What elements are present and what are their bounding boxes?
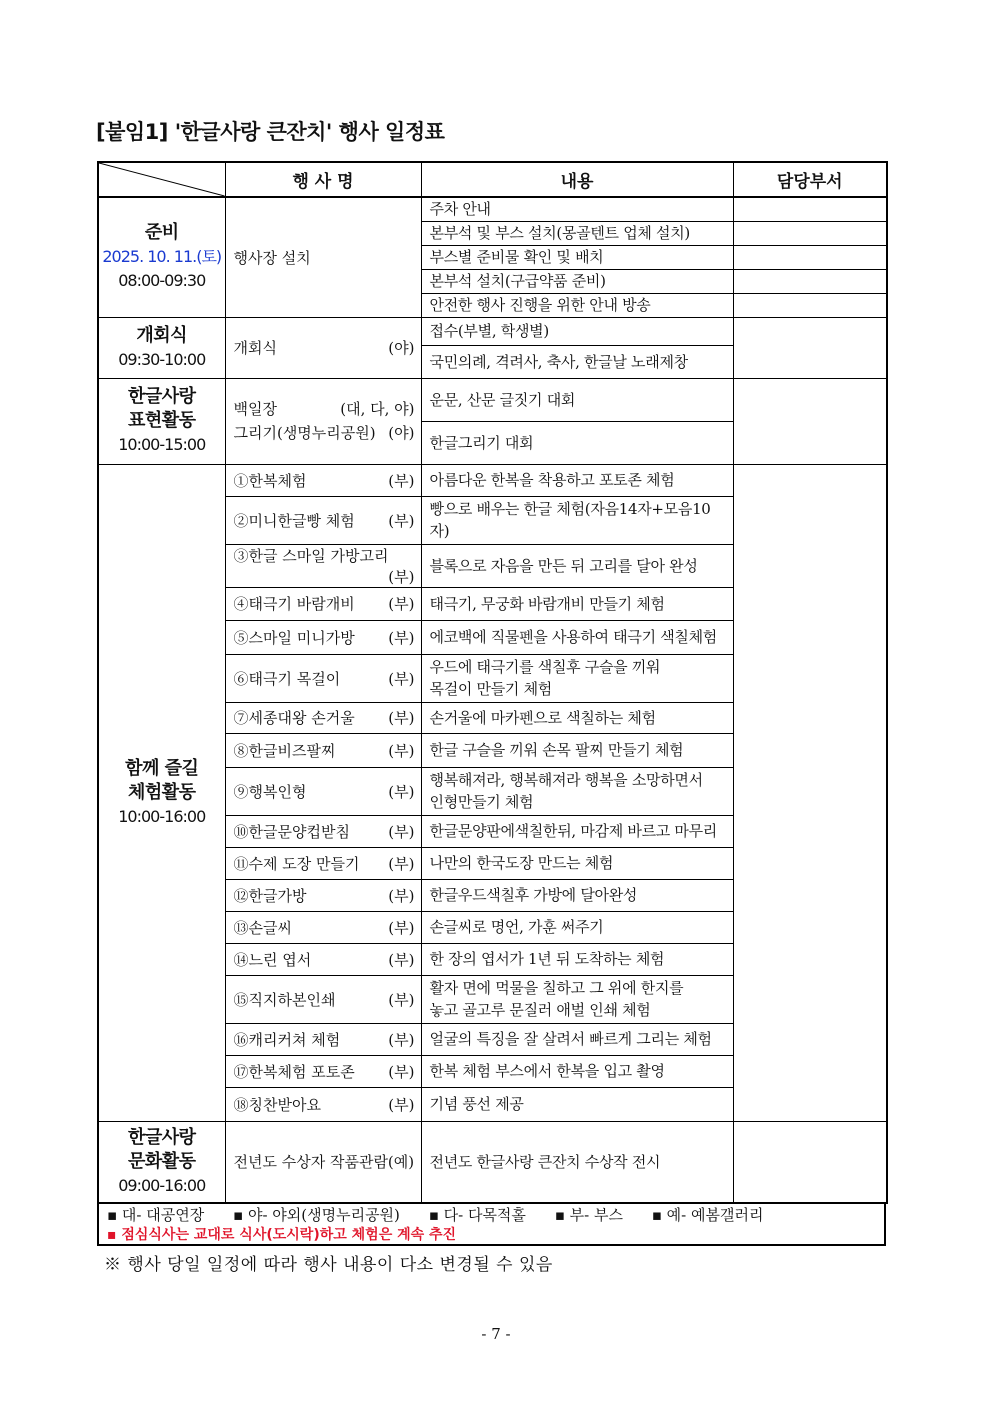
content-line: 활자 면에 먹물을 칠하고 그 위에 한지를	[429, 979, 684, 997]
event-venue: (부)	[388, 918, 415, 937]
event-name: ⑧한글비즈팔찌	[233, 741, 336, 760]
event-venue: (부)	[388, 567, 415, 586]
event-venue: (부)	[388, 822, 415, 841]
dept-cell	[733, 378, 887, 464]
content-cell: 한 장의 엽서가 1년 뒤 도착하는 체험	[421, 943, 733, 975]
content-cell: 에코백에 직물펜을 사용하여 태극기 색칠체험	[421, 620, 733, 654]
event-header: 행 사 명	[225, 162, 421, 197]
culture-row	[98, 1121, 887, 1203]
event-name: ⑯캐리커쳐 체험	[233, 1030, 341, 1049]
event-cell	[225, 197, 421, 317]
event-venue: (부)	[388, 669, 415, 688]
event-cell	[225, 620, 421, 654]
section-name-line: 한글사랑	[127, 1126, 196, 1148]
content-line: 목걸이 만들기 체험	[429, 680, 552, 698]
section-name-line: 표현활동	[127, 410, 196, 431]
content-header: 내용	[421, 162, 733, 197]
section-date: 2025. 10. 11.(토)	[102, 247, 222, 267]
section-time: 09:30-10:00	[118, 349, 206, 369]
content-line: 빵으로 배우는 한글 체험(자음14자+모음10	[429, 500, 711, 518]
event-venue: (부)	[388, 511, 415, 530]
content-cell: 주차 안내	[421, 197, 733, 221]
expression-row	[98, 378, 887, 421]
document-title: [붙임1] '한글사랑 큰잔치' 행사 일정표	[96, 120, 445, 144]
section-name-line: 문화활동	[127, 1150, 196, 1172]
event-venue: (부)	[388, 1095, 415, 1114]
content-cell: 한글그리기 대회	[421, 421, 733, 464]
experience-row	[98, 464, 887, 496]
content-cell: 운문, 산문 글짓기 대회	[421, 378, 733, 421]
event-venue: (야)	[388, 339, 415, 357]
section-time: 10:00-15:00	[118, 435, 206, 454]
content-cell: 부스별 준비물 확인 및 배치	[421, 245, 733, 269]
content-line: 인형만들기 체험	[429, 793, 534, 811]
event-cell	[225, 587, 421, 620]
dept-cell	[733, 464, 887, 1121]
dept-cell	[733, 197, 887, 221]
event-venue: (부)	[388, 886, 415, 905]
prep-row	[98, 197, 887, 221]
content-cell: 손거울에 마카펜으로 색칠하는 체험	[421, 702, 733, 733]
event-venue: (부)	[388, 1030, 415, 1049]
dept-cell	[733, 269, 887, 293]
event-cell: 전년도 수상자 작품관람(예)	[225, 1121, 421, 1203]
event-cell	[225, 767, 421, 815]
event-name: 그리기(생명누리공원)	[233, 424, 376, 442]
event-name: 개회식	[233, 339, 277, 357]
event-cell	[225, 702, 421, 733]
event-name: ②미니한글빵 체험	[233, 511, 355, 530]
section-name: 개회식	[136, 324, 188, 346]
content-cell	[421, 975, 733, 1023]
venue-legend	[107, 1205, 876, 1225]
content-line: 놓고 골고루 문질러 애벌 인쇄 체험	[429, 1001, 651, 1019]
content-line: 우드에 태극기를 색칠후 구슬을 끼워	[429, 658, 661, 676]
section-opening	[98, 317, 225, 378]
event-cell	[225, 943, 421, 975]
event-venue: (야)	[388, 424, 415, 442]
event-cell	[225, 464, 421, 496]
section-culture	[98, 1121, 225, 1203]
content-cell: 전년도 한글사랑 큰잔치 수상작 전시	[421, 1121, 733, 1203]
content-cell	[421, 767, 733, 815]
legend-box	[97, 1202, 886, 1246]
event-venue: (부)	[388, 628, 415, 647]
section-time: 08:00-09:30	[118, 271, 206, 291]
dept-header: 담당부서	[733, 162, 887, 197]
content-cell	[421, 496, 733, 544]
header-row	[98, 162, 887, 197]
event-venue: (부)	[388, 595, 415, 613]
diagonal-header-cell	[98, 162, 225, 197]
content-cell: 기념 풍선 제공	[421, 1087, 733, 1121]
content-cell: 손글씨로 명언, 가훈 써주기	[421, 911, 733, 943]
section-time: 10:00-16:00	[118, 806, 206, 826]
event-name: ③한글 스마일 가방고리	[233, 546, 389, 565]
section-expression	[98, 378, 225, 464]
event-cell	[225, 654, 421, 702]
event-name: ④태극기 바람개비	[233, 595, 355, 613]
section-time: 09:00-16:00	[118, 1175, 206, 1195]
event-cell	[225, 378, 421, 464]
section-name-line: 체험활동	[127, 781, 196, 803]
event-name: ⑪수제 도장 만들기	[233, 854, 360, 873]
legend-item: ▪ 야- 야외(생명누리공원)	[233, 1206, 400, 1224]
event-venue: (부)	[388, 782, 415, 801]
event-name: ⑥태극기 목걸이	[233, 669, 341, 688]
content-line: 행복해져라, 행복해져라 행복을 소망하면서	[429, 771, 703, 789]
event-name: ⑰한복체험 포토존	[233, 1062, 355, 1081]
event-venue: (대, 다, 야)	[340, 400, 415, 418]
event-name: 백일장	[233, 400, 277, 418]
event-cell	[225, 847, 421, 879]
event-cell	[225, 879, 421, 911]
schedule-table	[97, 161, 888, 1204]
event-cell	[225, 815, 421, 847]
event-name: ⑫한글가방	[233, 886, 307, 905]
event-name: ①한복체험	[233, 471, 307, 490]
event-name: ⑦세종대왕 손거울	[233, 709, 355, 727]
content-line: 자)	[429, 522, 450, 540]
diagonal-line	[99, 163, 225, 196]
event-cell	[225, 975, 421, 1023]
content-cell: 태극기, 무궁화 바람개비 만들기 체험	[421, 587, 733, 620]
content-cell: 한글 구슬을 끼워 손목 팔찌 만들기 체험	[421, 733, 733, 767]
event-cell	[225, 733, 421, 767]
legend-item: ▪ 부- 부스	[554, 1206, 623, 1224]
dept-cell	[733, 245, 887, 269]
dept-cell	[733, 1121, 887, 1203]
event-cell	[225, 496, 421, 544]
event-name: ⑤스마일 미니가방	[233, 628, 355, 647]
content-cell: 아름다운 한복을 착용하고 포토존 체험	[421, 464, 733, 496]
legend-item: ▪ 예- 예봄갤러리	[651, 1206, 764, 1224]
event-venue: (부)	[388, 471, 415, 490]
content-cell: 한복 체험 부스에서 한복을 입고 촬영	[421, 1055, 733, 1087]
event-venue: (부)	[388, 709, 415, 727]
event-name: ⑬손글씨	[233, 918, 292, 937]
dept-cell	[733, 317, 887, 378]
event-cell	[225, 911, 421, 943]
content-cell: 접수(부별, 학생별)	[421, 317, 733, 345]
legend-item: ▪ 대- 대공연장	[107, 1206, 205, 1224]
change-notice: ※ 행사 당일 일정에 따라 행사 내용이 다소 변경될 수 있음	[104, 1255, 553, 1275]
event-cell	[225, 317, 421, 378]
section-name-line: 함께 즐길	[125, 757, 199, 779]
event-name: ⑭느린 엽서	[233, 950, 312, 969]
content-cell: 본부석 설치(구급약품 준비)	[421, 269, 733, 293]
event-cell	[225, 1087, 421, 1121]
event-name: ⑨행복인형	[233, 782, 307, 801]
event-cell	[225, 1023, 421, 1055]
event-venue: (부)	[388, 854, 415, 873]
event-cell	[225, 544, 421, 587]
event-name: ⑱칭찬받아요	[233, 1095, 321, 1114]
dept-cell	[733, 221, 887, 245]
section-experience	[98, 464, 225, 1121]
content-cell: 나만의 한국도장 만드는 체험	[421, 847, 733, 879]
dept-cell	[733, 293, 887, 317]
event-name: 행사장 설치	[233, 248, 311, 267]
content-cell: 한글우드색칠후 가방에 달아완성	[421, 879, 733, 911]
content-cell	[421, 654, 733, 702]
section-name-line: 한글사랑	[127, 386, 196, 407]
content-cell: 한글문양판에색칠한뒤, 마감제 바르고 마무리	[421, 815, 733, 847]
content-cell: 본부석 및 부스 설치(몽골텐트 업체 설치)	[421, 221, 733, 245]
content-cell: 얼굴의 특징을 잘 살려서 빠르게 그리는 체험	[421, 1023, 733, 1055]
event-venue: (부)	[388, 741, 415, 760]
content-cell: 국민의례, 격려사, 축사, 한글날 노래제창	[421, 345, 733, 378]
legend-item: ▪ 다- 다목적홀	[428, 1206, 526, 1224]
lunch-warning: ▪ 점심식사는 교대로 식사(도시락)하고 체험은 계속 추진	[107, 1227, 457, 1243]
section-prep	[98, 197, 225, 317]
section-name: 준비	[144, 222, 179, 244]
event-name: ⑮직지하본인쇄	[233, 990, 336, 1009]
event-cell	[225, 1055, 421, 1087]
opening-row	[98, 317, 887, 345]
event-venue: (부)	[388, 990, 415, 1009]
content-cell: 안전한 행사 진행을 위한 안내 방송	[421, 293, 733, 317]
page-number: - 7 -	[481, 1325, 511, 1343]
event-venue: (부)	[388, 950, 415, 969]
event-name: ⑩한글문양컵받침	[233, 822, 350, 841]
event-venue: (부)	[388, 1062, 415, 1081]
content-cell: 블록으로 자음을 만든 뒤 고리를 달아 완성	[421, 544, 733, 587]
